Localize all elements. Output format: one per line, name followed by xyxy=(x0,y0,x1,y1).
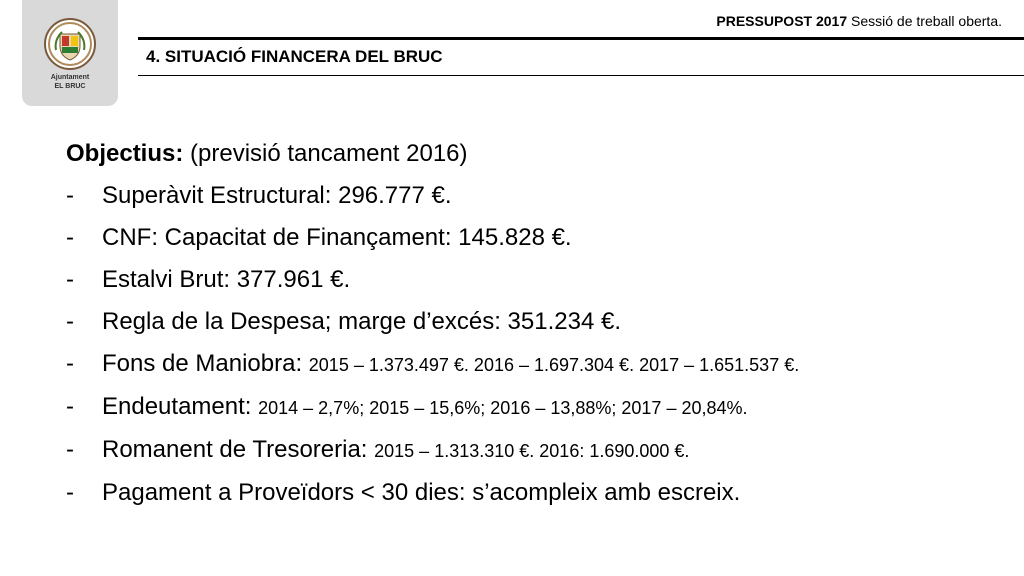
bullet-detail-text: 2015 – 1.373.497 €. 2016 – 1.697.304 €. 2017 – 1.651.537 €. xyxy=(308,355,800,375)
list-item xyxy=(66,429,1006,472)
list-item xyxy=(66,343,1006,386)
municipal-seal-icon xyxy=(44,18,96,70)
bullet-main-text: Pagament a Proveïdors < 30 dies: s’acompleix amb escreix. xyxy=(102,479,741,506)
bullet-dash: - xyxy=(66,393,74,420)
bullet-dash: - xyxy=(66,479,74,506)
bullet-detail-text: 2014 – 2,7%; 2015 – 15,6%; 2016 – 13,88%; 2017 – 20,84%. xyxy=(258,398,748,418)
list-item xyxy=(66,386,1006,429)
bullet-detail-text: 2015 – 1.313.310 €. 2016: 1.690.000 €. xyxy=(374,441,690,461)
bullet-main-text: Estalvi Brut: 377.961 €. xyxy=(102,266,351,293)
bullet-main-text: Romanent de Tresoreria: xyxy=(102,436,368,463)
header-title-bold: PRESSUPOST 2017 xyxy=(716,13,848,29)
header-divider-thin xyxy=(138,75,1024,76)
bullet-dash: - xyxy=(66,224,74,251)
header-title-rest: Sessió de treball oberta. xyxy=(851,13,1002,29)
objectives-label: Objectius: xyxy=(66,140,184,167)
logo-text-ajuntament: Ajuntament xyxy=(50,74,90,81)
bullet-main-text: Superàvit Estructural: 296.777 €. xyxy=(102,182,452,209)
bullet-main-text: Regla de la Despesa; marge d’excés: 351.234 €. xyxy=(102,308,621,335)
bullet-dash: - xyxy=(66,182,74,209)
bullet-main-text: Fons de Maniobra: xyxy=(102,350,303,377)
list-item xyxy=(66,472,1006,514)
bullet-dash: - xyxy=(66,350,74,377)
list-item xyxy=(66,175,1006,217)
bullet-dash: - xyxy=(66,308,74,335)
bullet-dash: - xyxy=(66,436,74,463)
bullet-dash: - xyxy=(66,266,74,293)
slide-content xyxy=(66,133,1006,514)
list-item xyxy=(66,217,1006,259)
section-title: 4. SITUACIÓ FINANCERA DEL BRUC xyxy=(146,47,443,66)
header-divider-thick xyxy=(138,37,1024,40)
logo-panel xyxy=(22,0,118,106)
logo-text-el-bruc: EL BRUC xyxy=(54,83,86,90)
presentation-header xyxy=(716,13,1002,29)
bullet-main-text: Endeutament: xyxy=(102,393,252,420)
list-item xyxy=(66,259,1006,301)
objectives-heading xyxy=(66,133,1006,175)
list-item xyxy=(66,301,1006,343)
bullet-main-text: CNF: Capacitat de Finançament: 145.828 €. xyxy=(102,224,572,251)
objectives-note: (previsió tancament 2016) xyxy=(190,140,468,167)
